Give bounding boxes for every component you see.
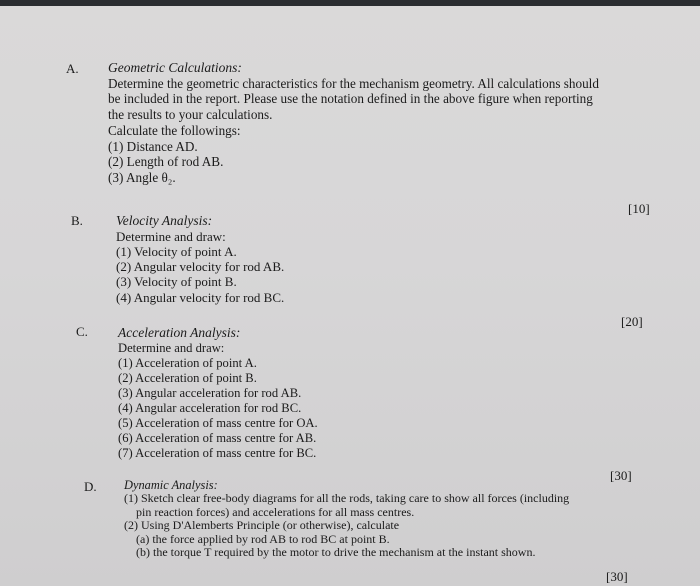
section-c-item: (1) Acceleration of point A. [118, 355, 257, 370]
section-d-subitem: (a) the force applied by rod AB to rod BC at point B. [136, 531, 390, 546]
section-dynamic-analysis [124, 478, 569, 560]
section-c-line: Determine and draw: [118, 340, 225, 355]
section-a-line: be included in the report. Please use the notation defined in the above figure when reporting [108, 91, 593, 107]
section-c-item: (4) Angular acceleration for rod BC. [118, 400, 302, 415]
section-d-item: (2) Using D'Alemberts Principle (or otherwise), calculate [124, 518, 400, 533]
section-c-item: (3) Angular acceleration for rod AB. [118, 385, 302, 400]
section-a-item: (2) Length of rod AB. [108, 154, 224, 170]
section-c-item: (6) Acceleration of mass centre for AB. [118, 431, 317, 446]
section-d-item: (1) Sketch clear free-body diagrams for all the rods, taking care to show all forces (including [124, 491, 570, 505]
section-d-subitem: (b) the torque T required by the motor to drive the mechanism at the instant shown. [136, 545, 536, 560]
section-geometric-calculations [108, 60, 599, 186]
section-a-line: Calculate the followings: [108, 122, 241, 138]
section-d-marks: [30] [606, 569, 628, 584]
section-c-letter: C. [76, 324, 88, 339]
section-b-item: (4) Angular velocity for rod BC. [116, 289, 285, 305]
section-a-heading: Geometric Calculations: [108, 60, 242, 75]
section-a-item: (1) Distance AD. [108, 138, 198, 154]
section-b-line: Determine and draw: [116, 228, 226, 244]
section-a-item: (3) Angle θ₂. [108, 170, 176, 186]
top-dark-edge [0, 0, 700, 6]
section-b-marks: [20] [621, 314, 643, 329]
section-acceleration-analysis [118, 325, 318, 461]
section-c-item: (5) Acceleration of mass centre for OA. [118, 415, 318, 430]
section-d-heading: Dynamic Analysis: [124, 478, 218, 492]
section-a-marks: [10] [628, 201, 650, 216]
section-a-line: Determine the geometric characteristics for the mechanism geometry. All calculations should [108, 75, 599, 91]
section-b-item: (1) Velocity of point A. [116, 243, 237, 259]
section-c-item: (2) Acceleration of point B. [118, 370, 257, 385]
section-a-letter: A. [66, 61, 79, 76]
section-velocity-analysis [116, 213, 284, 305]
section-a-line: the results to your calculations. [108, 107, 273, 123]
section-d-letter: D. [84, 479, 97, 494]
section-b-item: (2) Angular velocity for rod AB. [116, 259, 285, 275]
section-c-item: (7) Acceleration of mass centre for BC. [118, 446, 317, 461]
section-c-marks: [30] [610, 468, 632, 483]
section-c-heading: Acceleration Analysis: [118, 325, 241, 340]
section-d-line: pin reaction forces) and accelerations for all mass centres. [136, 504, 415, 519]
section-b-item: (3) Velocity of point B. [116, 274, 237, 290]
section-b-heading: Velocity Analysis: [116, 213, 213, 228]
section-b-letter: B. [71, 213, 83, 228]
